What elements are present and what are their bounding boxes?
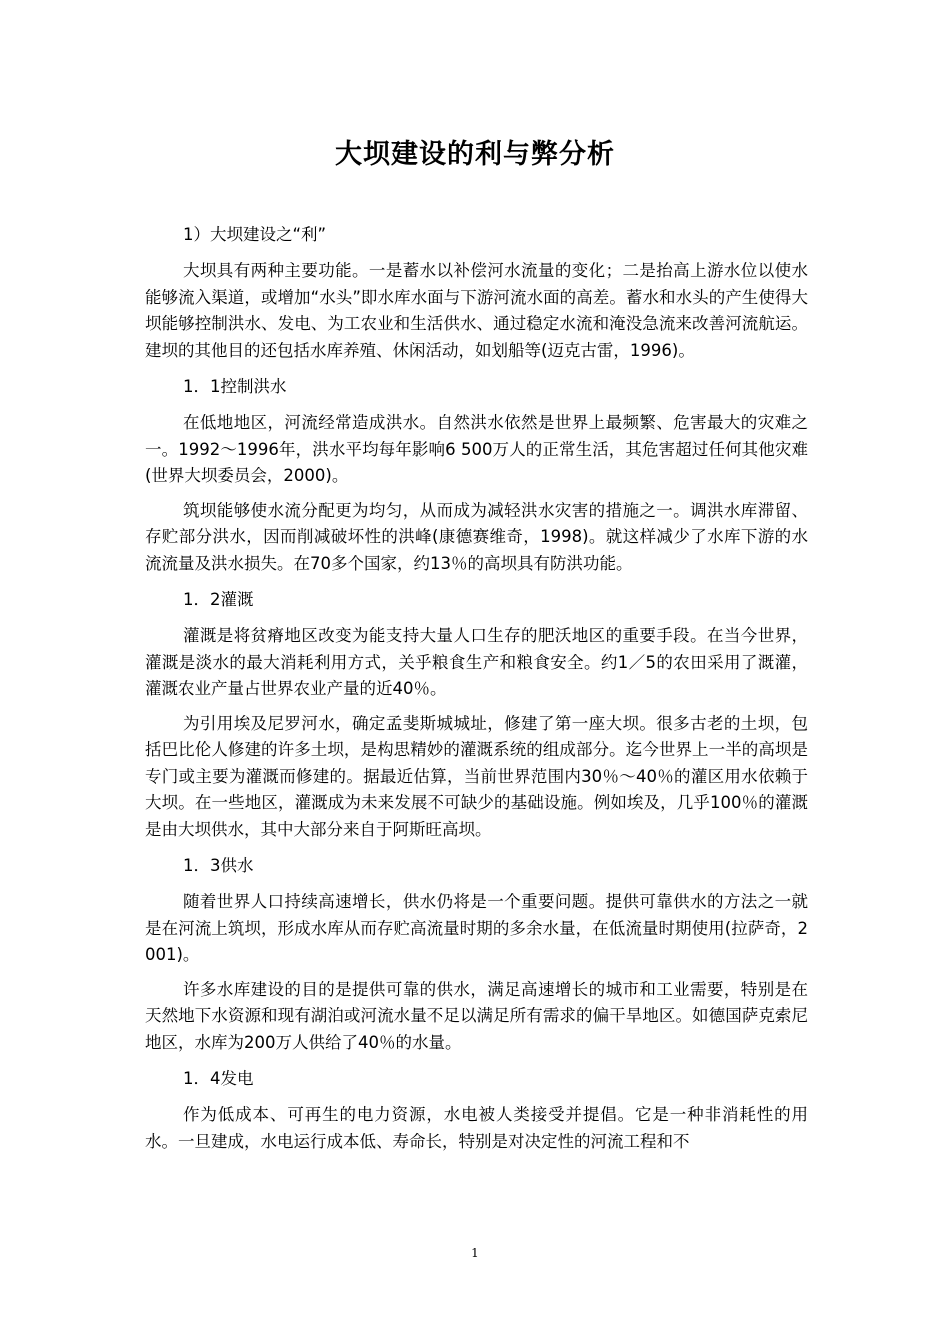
document-title: 大坝建设的利与弊分析 [335,139,615,170]
paragraph: 为引用埃及尼罗河水，确定孟斐斯城城址，修建了第一座大坝。很多古老的土坝，包括巴比伦人修建的许多土坝，是构思精妙的灌溉系统的组成部分。迄今世界上一半的高坝是专门或主要为灌溉而修建的。据最近估算，当前世界范围内30％～40％的灌区用水依赖于大坝。在一些地区，灌溉成为未来发展不可缺少的基础设施。例如埃及，几乎100％的灌溉是由大坝供水，其中大部分来自于阿斯旺高坝。 [145,713,808,839]
subsection-heading: 1．4发电 [183,1069,254,1088]
paragraph: 灌溉是将贫瘠地区改变为能支持大量人口生存的肥沃地区的重要手段。在当今世界，灌溉是淡水的最大消耗利用方式，关乎粮食生产和粮食安全。约1／5的农田采用了溉灌，灌溉农业产量占世界农业产量的近40％。 [145,626,808,698]
paragraph: 作为低成本、可再生的电力资源，水电被人类接受并提倡。它是一种非消耗性的用水。一旦建成，水电运行成本低、寿命长，特别是对决定性的河流工程和不 [145,1105,808,1151]
paragraph: 在低地地区，河流经常造成洪水。自然洪水依然是世界上最频繁、危害最大的灾难之一。1992～1996年，洪水平均每年影响6 500万人的正常生活，其危害超过任何其他灾难(世界大坝委员会，2000)。 [145,413,808,485]
subsection-heading: 1．2灌溉 [183,590,254,609]
subsection-heading: 1．1控制洪水 [183,377,287,396]
paragraph: 随着世界人口持续高速增长，供水仍将是一个重要问题。提供可靠供水的方法之一就是在河流上筑坝，形成水库从而存贮高流量时期的多余水量，在低流量时期使用(拉萨奇，2001)。 [145,892,808,964]
subsection-heading: 1．3供水 [183,856,254,875]
document-body [145,220,808,1163]
page-number: 1 [471,1246,479,1260]
paragraph: 筑坝能够使水流分配更为均匀，从而成为减轻洪水灾害的措施之一。调洪水库滞留、存贮部分洪水，因而削减破坏性的洪峰(康德赛维奇，1998)。就这样减少了水库下游的水流流量及洪水损失。在70多个国家，约13％的高坝具有防洪功能。 [145,500,808,573]
section-heading: 1）大坝建设之“利” [183,225,327,244]
paragraph: 大坝具有两种主要功能。一是蓄水以补偿河水流量的变化；二是抬高上游水位以使水能够流入渠道，或增加“水头”即水库水面与下游河流水面的高差。蓄水和水头的产生使得大坝能够控制洪水、发电、为工农业和生活供水、通过稳定水流和淹没急流来改善河流航运。建坝的其他目的还包括水库养殖、休闲活动，如划船等(迈克古雷，1996)。 [145,261,808,360]
paragraph: 许多水库建设的目的是提供可靠的供水，满足高速增长的城市和工业需要，特别是在天然地下水资源和现有湖泊或河流水量不足以满足所有需求的偏干旱地区。如德国萨克索尼地区，水库为200万人供给了40％的水量。 [145,979,808,1052]
